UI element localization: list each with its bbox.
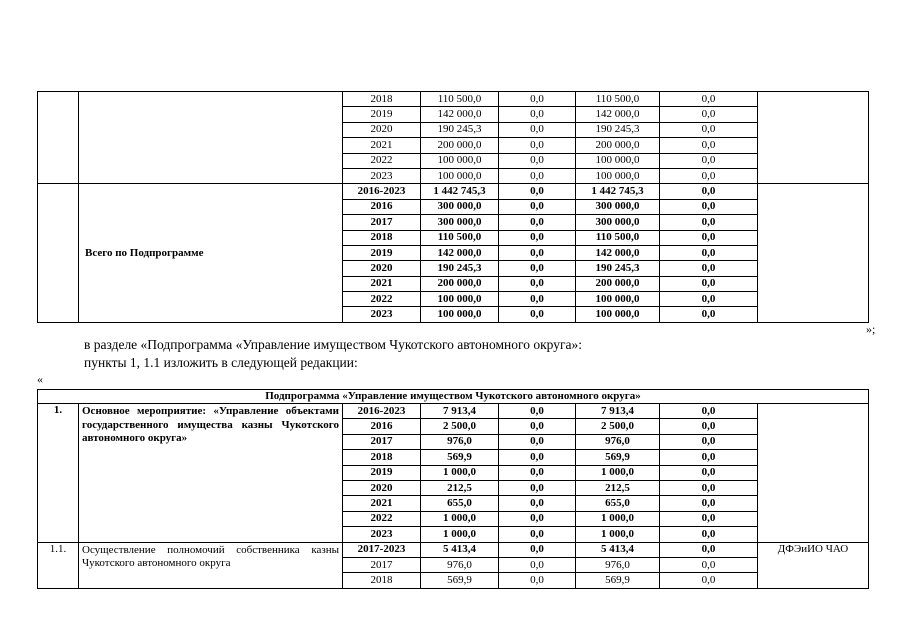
year-cell: 2021 [343,276,421,291]
federal-budget-cell: 0,0 [499,511,576,526]
federal-budget-cell: 0,0 [499,261,576,276]
year-cell: 2016 [343,419,421,434]
federal-budget-cell: 0,0 [499,184,576,199]
table-row [38,542,869,557]
federal-budget-cell: 0,0 [499,245,576,260]
other-sources-cell: 0,0 [660,122,758,137]
okrug-budget-cell: 142 000,0 [576,107,660,122]
other-sources-cell: 0,0 [660,245,758,260]
year-cell: 2020 [343,122,421,137]
total-funding-cell: 569,9 [421,450,499,465]
okrug-budget-cell: 976,0 [576,434,660,449]
okrug-budget-cell: 142 000,0 [576,245,660,260]
federal-budget-cell: 0,0 [499,215,576,230]
year-cell: 2022 [343,153,421,168]
okrug-budget-cell: 1 442 745,3 [576,184,660,199]
total-funding-cell: 100 000,0 [421,307,499,322]
okrug-budget-cell: 190 245,3 [576,261,660,276]
other-sources-cell: 0,0 [660,307,758,322]
federal-budget-cell: 0,0 [499,465,576,480]
okrug-budget-cell: 212,5 [576,480,660,495]
federal-budget-cell: 0,0 [499,496,576,511]
okrug-budget-cell: 110 500,0 [576,92,660,107]
year-cell: 2018 [343,230,421,245]
main-activity-name: Основное мероприятие: «Управление объектами государственного имущества казны Чукотского автономного округа» [79,404,343,543]
okrug-budget-cell: 1 000,0 [576,511,660,526]
total-funding-cell: 100 000,0 [421,292,499,307]
item-number-cell: 1.1. [38,542,79,588]
other-sources-cell: 0,0 [660,215,758,230]
table-row [38,404,869,419]
year-cell: 2020 [343,480,421,495]
year-cell: 2016-2023 [343,404,421,419]
opening-quote-mark: « [37,372,43,386]
federal-budget-cell: 0,0 [499,138,576,153]
closing-quote-mark: »; [866,322,876,336]
other-sources-cell: 0,0 [660,276,758,291]
federal-budget-cell: 0,0 [499,419,576,434]
okrug-budget-cell: 110 500,0 [576,230,660,245]
okrug-budget-cell: 100 000,0 [576,292,660,307]
year-cell: 2023 [343,527,421,542]
federal-budget-cell: 0,0 [499,107,576,122]
total-funding-cell: 100 000,0 [421,168,499,183]
year-cell: 2019 [343,465,421,480]
other-sources-cell: 0,0 [660,434,758,449]
federal-budget-cell: 0,0 [499,292,576,307]
property-subprogram-table [37,389,869,589]
total-funding-cell: 1 442 745,3 [421,184,499,199]
other-sources-cell: 0,0 [660,465,758,480]
item-number-cell: 1. [38,404,79,543]
other-sources-cell: 0,0 [660,404,758,419]
table-row [38,184,869,199]
number-cell [38,92,79,184]
other-sources-cell: 0,0 [660,480,758,495]
amendment-paragraph: в разделе «Подпрограмма «Управление имуществом Чукотского автономного округа»: [84,337,582,352]
okrug-budget-cell: 1 000,0 [576,527,660,542]
total-funding-cell: 200 000,0 [421,276,499,291]
okrug-budget-cell: 200 000,0 [576,138,660,153]
other-sources-cell: 0,0 [660,496,758,511]
year-cell: 2023 [343,168,421,183]
year-cell: 2019 [343,107,421,122]
federal-budget-cell: 0,0 [499,276,576,291]
total-funding-cell: 200 000,0 [421,138,499,153]
other-sources-cell: 0,0 [660,542,758,557]
okrug-budget-cell: 5 413,4 [576,542,660,557]
year-cell: 2018 [343,450,421,465]
federal-budget-cell: 0,0 [499,542,576,557]
responsible-cell [758,404,869,543]
total-funding-cell: 110 500,0 [421,92,499,107]
federal-budget-cell: 0,0 [499,122,576,137]
federal-budget-cell: 0,0 [499,230,576,245]
total-funding-cell: 142 000,0 [421,245,499,260]
federal-budget-cell: 0,0 [499,199,576,214]
federal-budget-cell: 0,0 [499,153,576,168]
federal-budget-cell: 0,0 [499,557,576,572]
federal-budget-cell: 0,0 [499,450,576,465]
other-sources-cell: 0,0 [660,92,758,107]
total-funding-cell: 1 000,0 [421,511,499,526]
okrug-budget-cell: 300 000,0 [576,215,660,230]
other-sources-cell: 0,0 [660,199,758,214]
number-cell [38,184,79,323]
federal-budget-cell: 0,0 [499,434,576,449]
total-funding-cell: 976,0 [421,434,499,449]
year-cell: 2020 [343,261,421,276]
total-funding-cell: 100 000,0 [421,153,499,168]
year-cell: 2022 [343,511,421,526]
total-funding-cell: 1 000,0 [421,527,499,542]
other-sources-cell: 0,0 [660,557,758,572]
okrug-budget-cell: 200 000,0 [576,276,660,291]
other-sources-cell: 0,0 [660,138,758,153]
responsible-cell [758,184,869,323]
federal-budget-cell: 0,0 [499,527,576,542]
okrug-budget-cell: 190 245,3 [576,122,660,137]
responsible-executor: ДФЭиИО ЧАО [758,542,869,588]
year-cell: 2016 [343,199,421,214]
year-cell: 2018 [343,92,421,107]
okrug-budget-cell: 100 000,0 [576,307,660,322]
okrug-budget-cell: 976,0 [576,557,660,572]
responsible-cell [758,92,869,184]
okrug-budget-cell: 300 000,0 [576,199,660,214]
total-funding-cell: 110 500,0 [421,230,499,245]
okrug-budget-cell: 100 000,0 [576,168,660,183]
total-funding-cell: 1 000,0 [421,465,499,480]
okrug-budget-cell: 2 500,0 [576,419,660,434]
activity-name: Осуществление полномочий собственника казны Чукотского автономного округа [79,542,343,588]
federal-budget-cell: 0,0 [499,168,576,183]
year-cell: 2017 [343,215,421,230]
name-cell [79,92,343,184]
subprogram-total-label: Всего по Подпрограмме [79,184,343,323]
okrug-budget-cell: 569,9 [576,573,660,588]
total-funding-cell: 212,5 [421,480,499,495]
total-funding-cell: 7 913,4 [421,404,499,419]
subprogram-totals-table [37,91,869,323]
federal-budget-cell: 0,0 [499,404,576,419]
other-sources-cell: 0,0 [660,450,758,465]
other-sources-cell: 0,0 [660,573,758,588]
other-sources-cell: 0,0 [660,511,758,526]
year-cell: 2019 [343,245,421,260]
year-cell: 2018 [343,573,421,588]
okrug-budget-cell: 655,0 [576,496,660,511]
year-cell: 2017 [343,557,421,572]
total-funding-cell: 655,0 [421,496,499,511]
other-sources-cell: 0,0 [660,107,758,122]
other-sources-cell: 0,0 [660,527,758,542]
okrug-budget-cell: 100 000,0 [576,153,660,168]
table-row [38,92,869,107]
okrug-budget-cell: 7 913,4 [576,404,660,419]
okrug-budget-cell: 569,9 [576,450,660,465]
total-funding-cell: 569,9 [421,573,499,588]
total-funding-cell: 976,0 [421,557,499,572]
other-sources-cell: 0,0 [660,419,758,434]
year-cell: 2023 [343,307,421,322]
year-cell: 2021 [343,496,421,511]
total-funding-cell: 300 000,0 [421,215,499,230]
federal-budget-cell: 0,0 [499,480,576,495]
federal-budget-cell: 0,0 [499,92,576,107]
year-cell: 2017 [343,434,421,449]
other-sources-cell: 0,0 [660,184,758,199]
year-cell: 2017-2023 [343,542,421,557]
total-funding-cell: 5 413,4 [421,542,499,557]
okrug-budget-cell: 1 000,0 [576,465,660,480]
federal-budget-cell: 0,0 [499,573,576,588]
subprogram-header-row [38,390,869,404]
other-sources-cell: 0,0 [660,230,758,245]
total-funding-cell: 2 500,0 [421,419,499,434]
total-funding-cell: 300 000,0 [421,199,499,214]
subprogram-header: Подпрограмма «Управление имуществом Чукотского автономного округа» [38,390,869,404]
total-funding-cell: 190 245,3 [421,261,499,276]
other-sources-cell: 0,0 [660,168,758,183]
federal-budget-cell: 0,0 [499,307,576,322]
year-cell: 2022 [343,292,421,307]
amendment-instruction: пункты 1, 1.1 изложить в следующей редакции: [84,355,358,370]
total-funding-cell: 190 245,3 [421,122,499,137]
year-cell: 2021 [343,138,421,153]
other-sources-cell: 0,0 [660,153,758,168]
year-cell: 2016-2023 [343,184,421,199]
other-sources-cell: 0,0 [660,261,758,276]
total-funding-cell: 142 000,0 [421,107,499,122]
other-sources-cell: 0,0 [660,292,758,307]
